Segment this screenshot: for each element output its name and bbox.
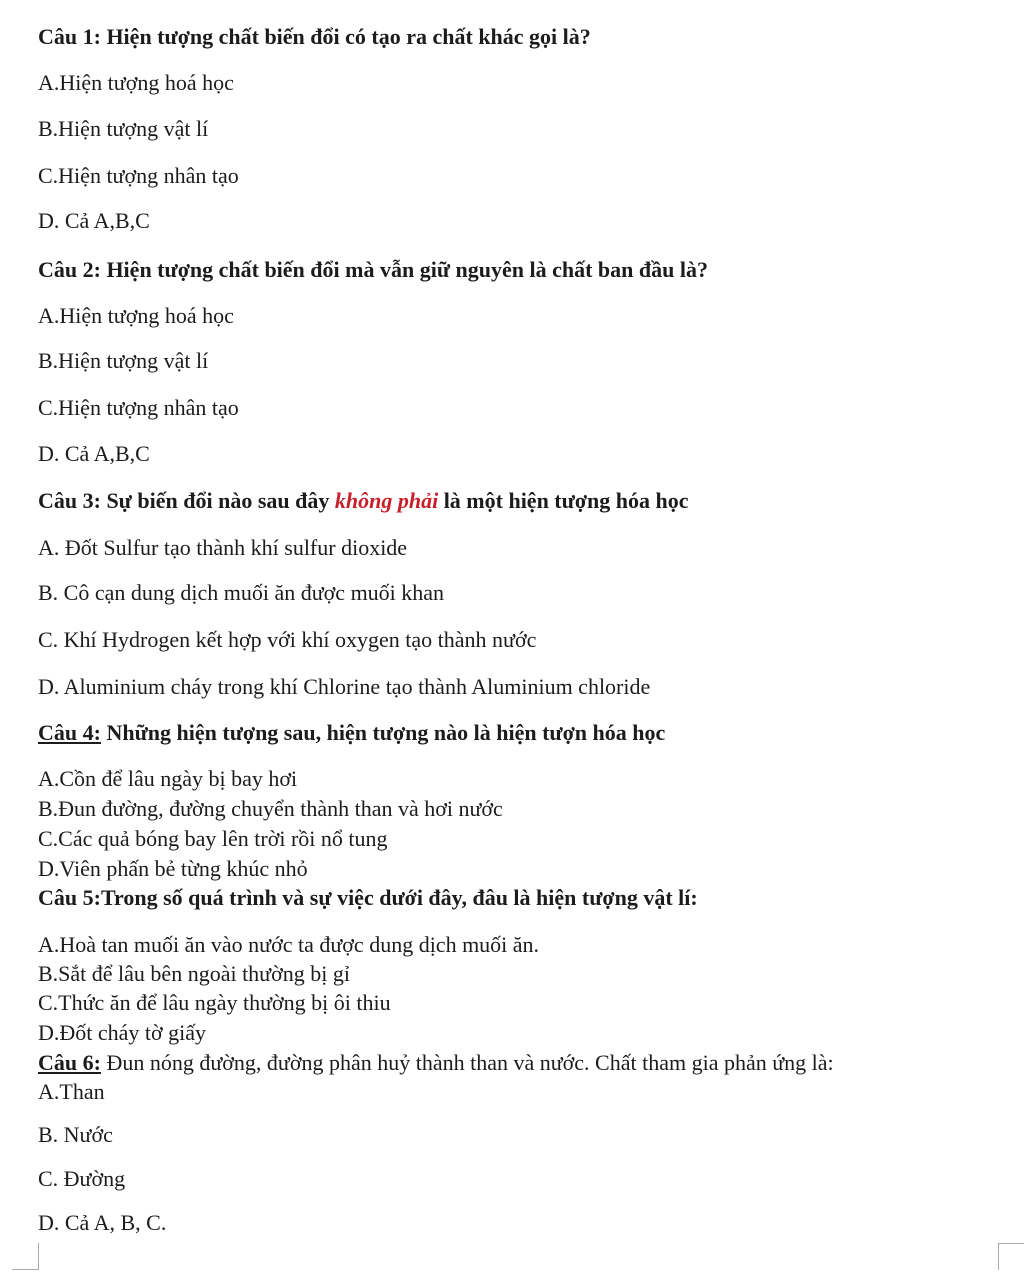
q6-option-b: B. Nước [38,1122,113,1147]
q3-option-a: A. Đốt Sulfur tạo thành khí sulfur dioxide [38,535,408,560]
margin-corner-mark-right [998,1243,1024,1270]
q4-option-c: C.Các quả bóng bay lên trời rồi nổ tung [38,826,388,851]
question-1-title: Câu 1: Hiện tượng chất biến đổi có tạo ra chất khác gọi là? [38,24,591,49]
q3-option-d: D. Aluminium cháy trong khí Chlorine tạo thành Aluminium chloride [38,674,651,699]
q2-option-c: C.Hiện tượng nhân tạo [38,395,239,420]
q4-option-d: D.Viên phấn bẻ từng khúc nhỏ [38,856,308,881]
q5-option-b: B.Sắt để lâu bên ngoài thường bị gỉ [38,961,350,986]
question-5-title: Câu 5:Trong số quá trình và sự việc dưới đây, đâu là hiện tượng vật lí: [38,885,698,910]
question-4-title [38,720,665,746]
q3-option-c: C. Khí Hydrogen kết hợp với khí oxygen tạo thành nước [38,627,537,652]
q4-title-text: Những hiện tượng sau, hiện tượng nào là hiện tượn hóa học [100,720,666,745]
q3-title-end: là một hiện tượng hóa học [438,488,689,513]
question-6-title [38,1050,834,1076]
q1-option-d: D. Cả A,B,C [38,208,150,233]
q1-option-c: C.Hiện tượng nhân tạo [38,163,239,188]
q6-option-c: C. Đường [38,1166,126,1191]
q3-option-b: B. Cô cạn dung dịch muối ăn được muối khan [38,580,445,605]
q6-option-d: D. Cả A, B, C. [38,1210,167,1235]
q5-option-d: D.Đốt cháy tờ giấy [38,1020,207,1045]
q4-option-b: B.Đun đường, đường chuyển thành than và hơi nước [38,796,503,821]
q5-option-c: C.Thức ăn để lâu ngày thường bị ôi thiu [38,990,391,1015]
q1-option-b: B.Hiện tượng vật lí [38,116,209,141]
q2-option-b: B.Hiện tượng vật lí [38,348,209,373]
q4-option-a: A.Cồn để lâu ngày bị bay hơi [38,766,298,791]
question-2-title: Câu 2: Hiện tượng chất biến đổi mà vẫn giữ nguyên là chất ban đầu là? [38,257,708,282]
q6-label: Câu 6: [38,1050,101,1075]
q4-label: Câu 4: [38,720,101,745]
q3-title-emphasis: không phải [334,488,439,513]
q6-option-a: A.Than [38,1079,105,1104]
q1-option-a: A.Hiện tượng hoá học [38,70,234,95]
q6-title-text: Đun nóng đường, đường phân huỷ thành than và nước. Chất tham gia phản ứng là: [100,1050,834,1075]
question-3-title [38,488,688,514]
q5-option-a: A.Hoà tan muối ăn vào nước ta được dung dịch muối ăn. [38,932,540,957]
q2-option-d: D. Cả A,B,C [38,441,150,466]
q2-option-a: A.Hiện tượng hoá học [38,303,234,328]
q3-title-start: Câu 3: Sự biến đổi nào sau đây [38,488,335,513]
margin-corner-mark-left [12,1243,39,1270]
